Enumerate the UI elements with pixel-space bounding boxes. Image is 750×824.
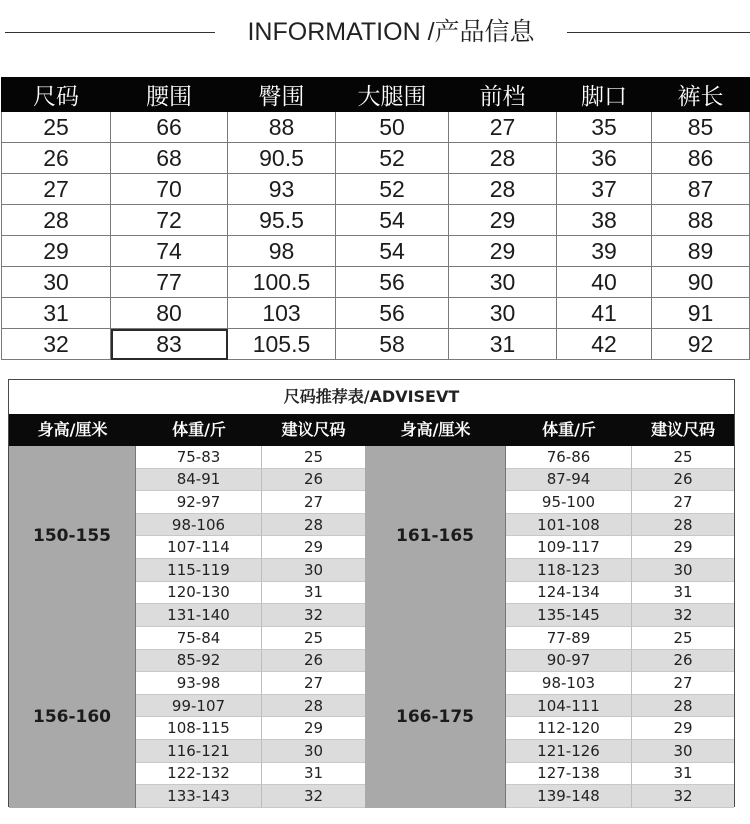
header-height-right: 身高/厘米 [400,420,471,439]
size-cell: 30 [449,298,557,329]
advise-table-title: 尺码推荐表/ADVISEVT [283,387,460,406]
table-row [136,446,365,469]
weight-range-cell: 87-94 [506,469,632,492]
suggested-size-cell: 30 [632,559,734,582]
size-cell: 87 [652,174,750,205]
size-cell: 32 [2,329,111,360]
size-cell: 30 [449,267,557,298]
weight-range-cell: 127-138 [506,763,632,786]
weight-range-cell: 90-97 [506,650,632,673]
size-cell: 77 [111,267,228,298]
table-row [506,491,734,514]
weight-range-cell: 99-107 [136,695,262,718]
weight-range-cell: 131-140 [136,604,262,627]
size-table-body [2,112,750,360]
weight-range-cell: 75-83 [136,446,262,469]
weight-range-cell: 85-92 [136,650,262,673]
size-cell: 39 [557,236,652,267]
height-range-cell: 166-175 [365,627,506,808]
size-cell: 25 [2,112,111,143]
size-cell: 92 [652,329,750,360]
suggested-size-cell: 31 [262,582,365,605]
size-cell: 40 [557,267,652,298]
suggested-size-cell: 28 [632,514,734,537]
size-cell: 83 [111,329,228,360]
header-height-left: 身高/厘米 [37,420,108,439]
table-row [506,695,734,718]
weight-range-cell: 122-132 [136,763,262,786]
table-row [136,514,365,537]
size-table-header-row [2,78,750,112]
header-weight-right: 体重/斤 [542,420,596,439]
size-cell: 54 [336,205,449,236]
size-cell: 54 [336,236,449,267]
size-cell: 98 [228,236,336,267]
table-row [2,329,750,360]
suggested-size-cell: 25 [632,627,734,650]
table-row [506,672,734,695]
weight-range-cell: 77-89 [506,627,632,650]
height-range-cell: 156-160 [9,627,136,808]
size-cell: 58 [336,329,449,360]
size-cell: 31 [449,329,557,360]
weight-range-cell: 109-117 [506,536,632,559]
table-row [506,740,734,763]
size-cell: 27 [2,174,111,205]
weight-range-cell: 135-145 [506,604,632,627]
table-row [2,174,750,205]
suggested-size-cell: 29 [632,536,734,559]
table-row [2,143,750,174]
heading-title: INFORMATION /产品信息 [247,18,535,46]
suggested-size-cell: 28 [632,695,734,718]
size-cell: 50 [336,112,449,143]
suggested-size-cell: 25 [262,627,365,650]
suggested-size-cell: 26 [262,650,365,673]
weight-range-cell: 116-121 [136,740,262,763]
weight-range-cell: 93-98 [136,672,262,695]
size-cell: 95.5 [228,205,336,236]
size-cell: 52 [336,174,449,205]
size-cell: 52 [336,143,449,174]
table-row [136,536,365,559]
suggested-size-cell: 29 [262,717,365,740]
size-cell: 41 [557,298,652,329]
heading-divider-right [567,32,750,33]
table-row [506,446,734,469]
suggested-size-cell: 32 [632,604,734,627]
suggested-size-cell: 31 [632,582,734,605]
size-col-header: 前档 [449,78,557,112]
table-row [506,604,734,627]
size-cell: 74 [111,236,228,267]
weight-range-cell: 112-120 [506,717,632,740]
weight-range-cell: 95-100 [506,491,632,514]
suggested-size-cell: 28 [262,695,365,718]
size-cell: 90 [652,267,750,298]
size-cell: 100.5 [228,267,336,298]
table-row [136,650,365,673]
size-cell: 36 [557,143,652,174]
table-row [136,469,365,492]
suggested-size-cell: 25 [262,446,365,469]
weight-range-cell: 124-134 [506,582,632,605]
table-row [506,650,734,673]
height-range-cell: 161-165 [365,446,506,627]
table-row [136,740,365,763]
suggested-size-cell: 29 [262,536,365,559]
table-row [506,627,734,650]
size-cell: 89 [652,236,750,267]
suggested-size-cell: 31 [632,763,734,786]
table-row [2,236,750,267]
weight-range-cell: 121-126 [506,740,632,763]
suggested-size-cell: 27 [632,491,734,514]
table-row [2,112,750,143]
suggested-size-cell: 32 [262,604,365,627]
height-range-cell: 150-155 [9,446,136,627]
suggested-size-cell: 28 [262,514,365,537]
size-col-header: 腰围 [111,78,228,112]
table-row [506,717,734,740]
size-cell: 37 [557,174,652,205]
size-cell: 35 [557,112,652,143]
size-cell: 68 [111,143,228,174]
size-cell: 105.5 [228,329,336,360]
weight-range-cell: 108-115 [136,717,262,740]
table-row [506,559,734,582]
size-cell: 38 [557,205,652,236]
size-cell: 27 [449,112,557,143]
size-col-header: 裤长 [652,78,750,112]
header-size-right: 建议尺码 [650,420,715,439]
size-col-header: 脚口 [557,78,652,112]
size-cell: 103 [228,298,336,329]
size-cell: 28 [449,174,557,205]
table-row [136,717,365,740]
suggested-size-cell: 32 [262,785,365,808]
size-cell: 28 [449,143,557,174]
advise-table-header [9,414,734,446]
size-cell: 88 [652,205,750,236]
weight-range-cell: 133-143 [136,785,262,808]
size-cell: 29 [449,236,557,267]
table-row [136,672,365,695]
weight-range-cell: 107-114 [136,536,262,559]
size-info-table [1,77,750,360]
weight-range-cell: 84-91 [136,469,262,492]
size-cell: 56 [336,267,449,298]
weight-range-cell: 76-86 [506,446,632,469]
suggested-size-cell: 26 [632,650,734,673]
suggested-size-cell: 31 [262,763,365,786]
suggested-size-cell: 32 [632,785,734,808]
size-cell: 70 [111,174,228,205]
size-cell: 72 [111,205,228,236]
table-row [2,267,750,298]
weight-range-cell: 92-97 [136,491,262,514]
size-cell: 85 [652,112,750,143]
section-heading [0,14,750,50]
header-weight-left: 体重/斤 [172,420,226,439]
table-row [136,491,365,514]
size-cell: 29 [449,205,557,236]
size-cell: 29 [2,236,111,267]
size-advise-table [8,379,735,807]
table-row [136,582,365,605]
size-cell: 90.5 [228,143,336,174]
suggested-size-cell: 27 [262,672,365,695]
size-cell: 28 [2,205,111,236]
table-row [506,582,734,605]
suggested-size-cell: 27 [632,672,734,695]
weight-range-cell: 118-123 [506,559,632,582]
size-cell: 80 [111,298,228,329]
weight-range-cell: 98-103 [506,672,632,695]
table-row [506,514,734,537]
weight-range-cell: 104-111 [506,695,632,718]
suggested-size-cell: 30 [262,740,365,763]
size-cell: 26 [2,143,111,174]
table-row [506,536,734,559]
table-row [136,627,365,650]
size-cell: 66 [111,112,228,143]
size-col-header: 臀围 [228,78,336,112]
table-row [506,469,734,492]
table-row [136,604,365,627]
table-row [506,763,734,786]
size-cell: 31 [2,298,111,329]
suggested-size-cell: 30 [632,740,734,763]
table-row [2,205,750,236]
size-cell: 93 [228,174,336,205]
header-size-left: 建议尺码 [281,420,346,439]
size-cell: 56 [336,298,449,329]
size-cell: 91 [652,298,750,329]
weight-range-cell: 75-84 [136,627,262,650]
size-cell: 30 [2,267,111,298]
suggested-size-cell: 25 [632,446,734,469]
table-row [136,785,365,808]
suggested-size-cell: 30 [262,559,365,582]
size-cell: 86 [652,143,750,174]
heading-divider-left [5,32,215,33]
table-row [2,298,750,329]
table-row [136,559,365,582]
weight-range-cell: 98-106 [136,514,262,537]
weight-range-cell: 120-130 [136,582,262,605]
suggested-size-cell: 29 [632,717,734,740]
table-row [506,785,734,808]
size-cell: 42 [557,329,652,360]
table-row [136,763,365,786]
suggested-size-cell: 27 [262,491,365,514]
suggested-size-cell: 26 [632,469,734,492]
weight-range-cell: 139-148 [506,785,632,808]
weight-range-cell: 101-108 [506,514,632,537]
size-col-header: 尺码 [2,78,111,112]
size-col-header: 大腿围 [336,78,449,112]
suggested-size-cell: 26 [262,469,365,492]
weight-range-cell: 115-119 [136,559,262,582]
table-row [136,695,365,718]
size-cell: 88 [228,112,336,143]
